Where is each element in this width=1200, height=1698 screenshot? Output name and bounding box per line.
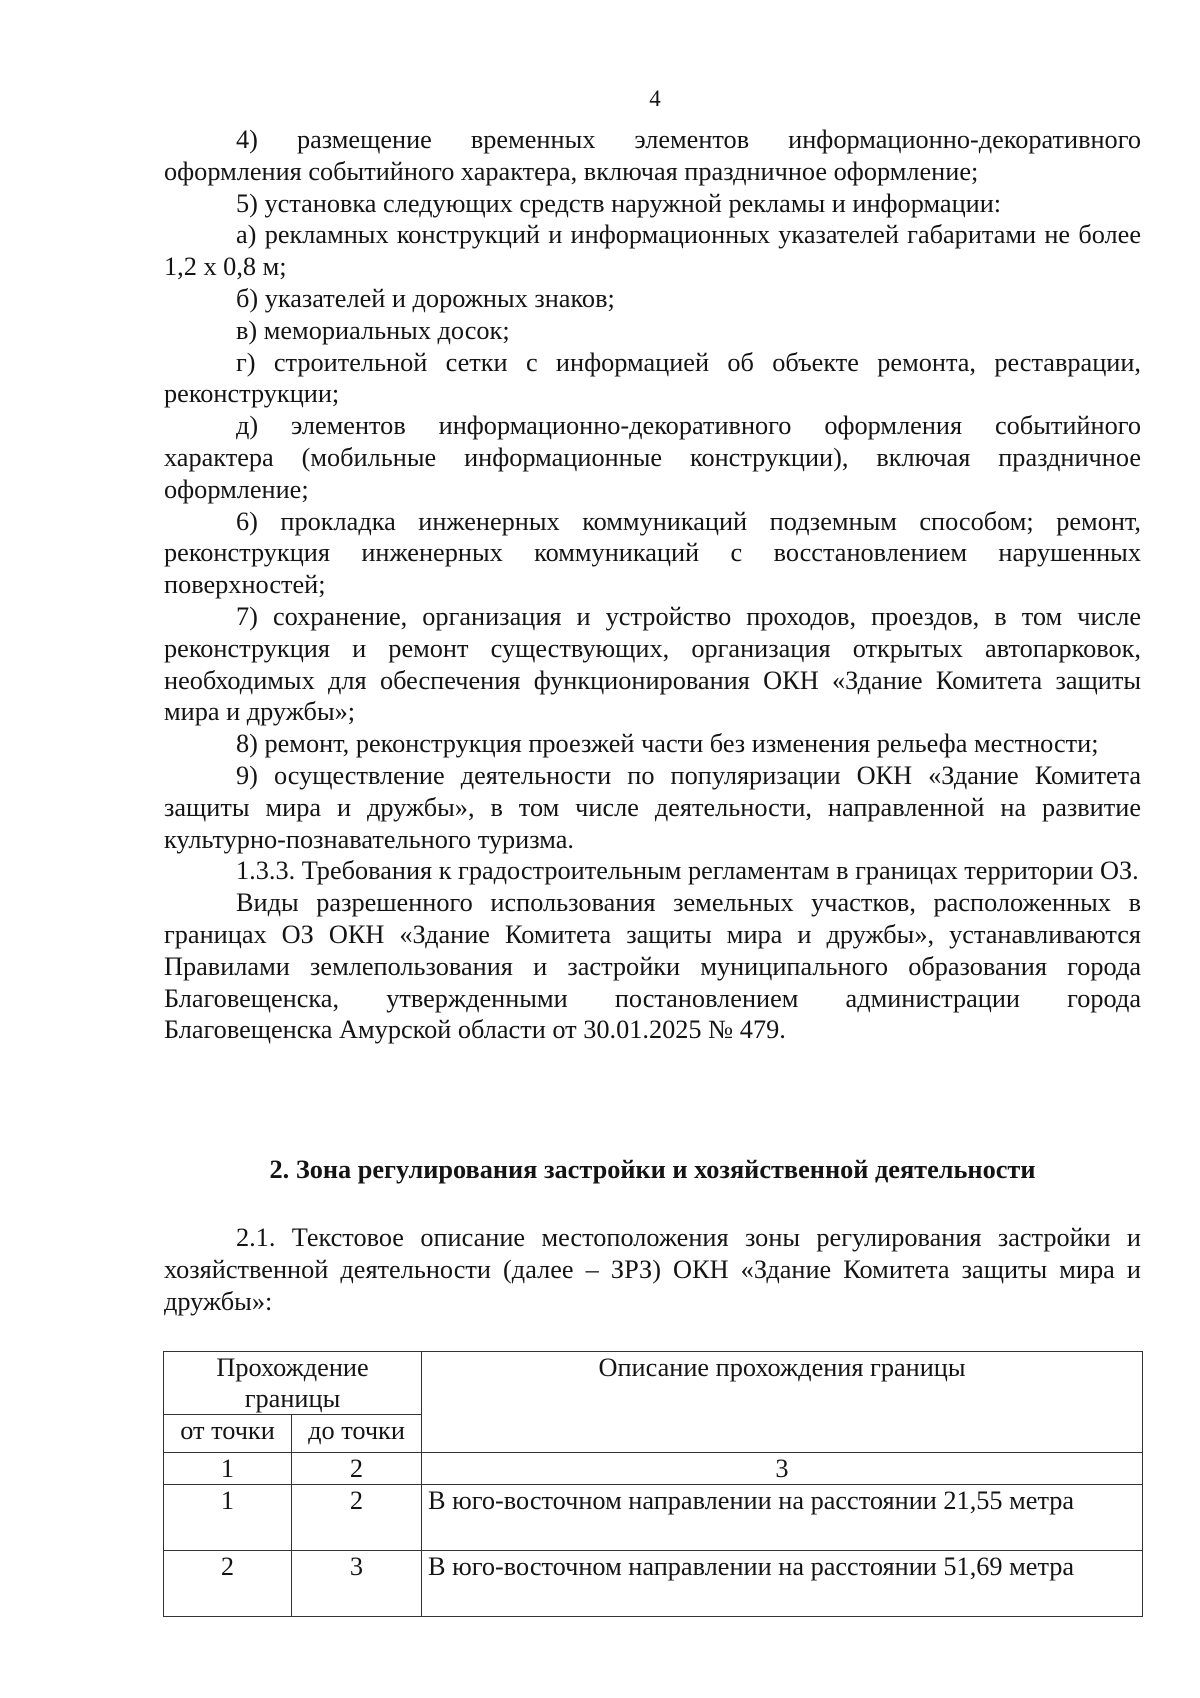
section-body (164, 1222, 1141, 1317)
table-cell-from: 1 (164, 1485, 292, 1551)
paragraph: г) строительной сетки с информацией об объекте ремонта, реставрации, реконструкции; (164, 347, 1141, 409)
table-cell-description: В юго-восточном направлении на расстоянии 21,55 метра (422, 1485, 1143, 1551)
paragraph: 2.1. Текстовое описание местоположения зоны регулирования застройки и хозяйственной деятельности (далее – ЗРЗ) ОКН «Здание Комитета защиты мира и дружбы»: (164, 1223, 1141, 1316)
paragraph: а) рекламных конструкций и информационных указателей габаритами не более 1,2 х 0,8 м; (164, 220, 1141, 282)
table-numbering-row (164, 1453, 1143, 1485)
table-row (164, 1485, 1143, 1551)
table-cell-from: 2 (164, 1551, 292, 1617)
section-heading: 2. Зона регулирования застройки и хозяйственной деятельности (269, 1155, 1036, 1184)
paragraph: в) мемориальных досок; (236, 315, 510, 345)
paragraph: д) элементов информационно-декоративного оформления событийного характера (мобильные информационные конструкции), включая праздничное оформление; (164, 411, 1141, 504)
paragraph: б) указателей и дорожных знаков; (236, 283, 615, 313)
paragraph: Виды разрешенного использования земельных участков, расположенных в границах ОЗ ОКН «Здание Комитета защиты мира и дружбы», устанавливаются Правилами землепользования и застройки муниципального образования города Благовещенска, утвержденными постановлением администрации города Благовещенска Амурской области от 30.01.2025 № 479. (164, 888, 1141, 1045)
page-number: 4 (649, 86, 661, 111)
table-cell: 2 (292, 1453, 422, 1485)
paragraph: 8) ремонт, реконструкция проезжей части без изменения рельефа местности; (236, 729, 1099, 759)
paragraph: 9) осуществление деятельности по популяризации ОКН «Здание Комитета защиты мира и дружбы», в том числе деятельности, направленной на развитие культурно-познавательного туризма. (164, 760, 1141, 854)
paragraph: 5) установка следующих средств наружной рекламы и информации: (236, 188, 1002, 218)
table-cell: 1 (164, 1453, 292, 1485)
table-header-description: Описание прохождения границы (422, 1352, 1143, 1453)
table-header-to: до точки (292, 1415, 422, 1453)
boundary-table (163, 1351, 1143, 1617)
table-header-group: Прохождение границы (164, 1352, 422, 1415)
table-cell-to: 3 (292, 1551, 422, 1617)
paragraph: 4) размещение временных элементов информационно-декоративного оформления событийного характера, включая праздничное оформление; (164, 125, 1141, 186)
table-cell-description: В юго-восточном направлении на расстоянии 51,69 метра (422, 1551, 1143, 1617)
paragraph: 6) прокладка инженерных коммуникаций подземным способом; ремонт, реконструкция инженерных коммуникаций с восстановлением нарушенных поверхностей; (164, 506, 1141, 600)
paragraph: 7) сохранение, организация и устройство проходов, проездов, в том числе реконструкция и ремонт существующих, организация открытых автопарковок, необходимых для обеспечения функционирования ОКН «Здание Комитета защиты мира и дружбы»; (164, 601, 1141, 727)
body-text (164, 124, 1141, 1046)
table-cell: 3 (422, 1453, 1143, 1485)
table-row (164, 1551, 1143, 1617)
table-header-from: от точки (164, 1415, 292, 1453)
paragraph: 1.3.3. Требования к градостроительным регламентам в границах территории ОЗ. (236, 856, 1139, 886)
table-cell-to: 2 (292, 1485, 422, 1551)
